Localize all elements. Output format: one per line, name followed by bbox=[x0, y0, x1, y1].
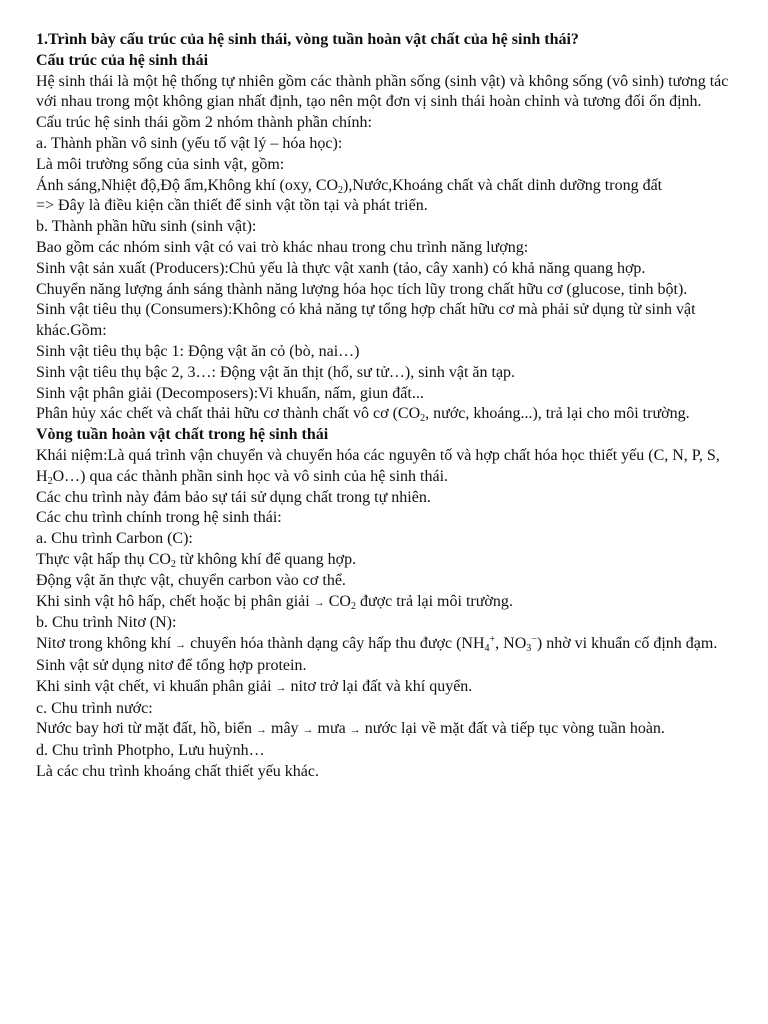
nitrogen-title: b. Chu trình Nitơ (N): bbox=[36, 614, 177, 632]
decomposition-text bbox=[36, 404, 738, 425]
consumer-level-1: Sinh vật tiêu thụ bậc 1: Động vật ăn cỏ (bò, nai…) bbox=[36, 342, 360, 360]
question-title: 1.Trình bày cấu trúc của hệ sinh thái, vòng tuần hoàn vật chất của hệ sinh thái? bbox=[36, 31, 579, 48]
abiotic-title: a. Thành phần vô sinh (yếu tố vật lý – hóa học): bbox=[36, 134, 343, 152]
section-heading-cycle: Vòng tuần hoàn vật chất trong hệ sinh thái bbox=[36, 426, 329, 444]
arrow-icon: → bbox=[175, 639, 187, 652]
water-part-d: nước lại về mặt đất và tiếp tục vòng tuần hoàn. bbox=[360, 720, 665, 738]
ecosystem-definition: Hệ sinh thái là một hệ thống tự nhiên gồm các thành phần sống (sinh vật) và không sống (vô sinh) tương tác với nhau trong một không gian nhất định, tạo nên một đơn vị sinh thái hoàn chỉnh và tương đối ổn định. bbox=[36, 72, 729, 111]
arrow-icon: → bbox=[302, 724, 314, 737]
carbon-1-part-b: từ không khí để quang hợp. bbox=[175, 550, 357, 568]
nitrogen-3-part-b: nitơ trở lại đất và khí quyển. bbox=[286, 677, 473, 695]
biotic-description: Bao gồm các nhóm sinh vật có vai trò khác nhau trong chu trình năng lượng: bbox=[36, 238, 529, 256]
subscript-2: 2 bbox=[170, 558, 176, 570]
arrow-icon: → bbox=[349, 724, 361, 737]
groups-intro: Cấu trúc hệ sinh thái gồm 2 nhóm thành phần chính: bbox=[36, 114, 372, 132]
consumers-text: Sinh vật tiêu thụ (Consumers):Không có khả năng tự tổng hợp chất hữu cơ mà phải sử dụng từ sinh vật khác.Gồm: bbox=[36, 301, 696, 340]
cycle-concept bbox=[36, 446, 738, 488]
abiotic-description: Là môi trường sống của sinh vật, gồm: bbox=[36, 155, 285, 173]
abiotic-list bbox=[36, 176, 738, 197]
arrow-icon: → bbox=[256, 724, 267, 737]
nitrogen-line-1 bbox=[36, 634, 738, 656]
water-title: c. Chu trình nước: bbox=[36, 699, 153, 717]
biotic-title: b. Thành phần hữu sinh (sinh vật): bbox=[36, 218, 257, 236]
carbon-title: a. Chu trình Carbon (C): bbox=[36, 530, 193, 548]
water-part-c: mưa bbox=[313, 720, 350, 738]
nitrogen-1-part-d: ) nhờ vi khuẩn cố định đạm. bbox=[536, 635, 718, 653]
producers-text: Sinh vật sản xuất (Producers):Chủ yếu là thực vật xanh (tảo, cây xanh) có khả năng quang hợp. bbox=[36, 259, 646, 277]
abiotic-note: => Đây là điều kiện cần thiết để sinh vật tồn tại và phát triển. bbox=[36, 197, 428, 215]
water-part-a: Nước bay hơi từ mặt đất, hồ, biển bbox=[36, 720, 256, 738]
subscript-2: 2 bbox=[47, 475, 53, 487]
arrow-icon: → bbox=[313, 596, 325, 609]
concept-part-b: O…) qua các thành phần sinh học và vô sinh của hệ sinh thái. bbox=[52, 467, 449, 485]
section-heading-structure: Cấu trúc của hệ sinh thái bbox=[36, 51, 209, 69]
other-cycles-description: Là các chu trình khoáng chất thiết yếu khác. bbox=[36, 762, 319, 780]
carbon-line-2: Động vật ăn thực vật, chuyển carbon vào cơ thể. bbox=[36, 571, 346, 589]
carbon-3-part-b: CO bbox=[324, 592, 351, 610]
main-cycles-intro: Các chu trình chính trong hệ sinh thái: bbox=[36, 509, 282, 527]
producers-energy-text: Chuyển năng lượng ánh sáng thành năng lượng hóa học tích lũy trong chất hữu cơ (glucose, tinh bột). bbox=[36, 280, 688, 298]
arrow-icon: → bbox=[275, 681, 287, 694]
superscript-plus: + bbox=[489, 634, 496, 646]
nitrogen-1-part-c: , NO bbox=[495, 635, 527, 653]
decomposition-part-a: Phân hủy xác chết và chất thải hữu cơ thành chất vô cơ (CO bbox=[36, 405, 421, 423]
nitrogen-3-part-a: Khi sinh vật chết, vi khuẩn phân giải bbox=[36, 677, 276, 695]
subscript-2: 2 bbox=[338, 184, 344, 196]
decomposers-text: Sinh vật phân giải (Decomposers):Vi khuẩn, nấm, giun đất... bbox=[36, 384, 424, 402]
reuse-text: Các chu trình này đảm bảo sự tái sử dụng chất trong tự nhiên. bbox=[36, 488, 431, 506]
subscript-2: 2 bbox=[350, 600, 356, 612]
subscript-2: 2 bbox=[420, 413, 426, 425]
carbon-line-3 bbox=[36, 592, 738, 614]
concept-part-a: Khái niệm:Là quá trình vận chuyển và chuyển hóa các nguyên tố và hợp chất hóa học thiết yếu (C, N, P, S, H bbox=[36, 446, 720, 485]
nitrogen-line-3 bbox=[36, 677, 738, 699]
abiotic-list-part-b: ),Nước,Khoáng chất và chất dinh dưỡng trong đất bbox=[343, 176, 663, 194]
nitrogen-1-part-b: chuyển hóa thành dạng cây hấp thu được (NH bbox=[186, 635, 485, 653]
subscript-3: 3 bbox=[526, 643, 532, 655]
abiotic-list-part-a: Ánh sáng,Nhiệt độ,Độ ẩm,Không khí (oxy, CO bbox=[36, 176, 339, 194]
other-cycles-title: d. Chu trình Photpho, Lưu huỳnh… bbox=[36, 742, 265, 760]
nitrogen-1-part-a: Nitơ trong không khí bbox=[36, 635, 176, 653]
carbon-3-part-a: Khi sinh vật hô hấp, chết hoặc bị phân giải bbox=[36, 592, 314, 610]
carbon-3-part-c: được trả lại môi trường. bbox=[355, 592, 513, 610]
carbon-1-part-a: Thực vật hấp thụ CO bbox=[36, 550, 171, 568]
nitrogen-line-2: Sinh vật sử dụng nitơ để tổng hợp protein. bbox=[36, 656, 307, 674]
subscript-4: 4 bbox=[484, 643, 490, 655]
water-line bbox=[36, 719, 738, 741]
superscript-minus: − bbox=[531, 634, 537, 646]
water-part-b: mây bbox=[267, 720, 303, 738]
decomposition-part-b: , nước, khoáng...), trả lại cho môi trường. bbox=[425, 405, 690, 423]
carbon-line-1 bbox=[36, 550, 738, 571]
consumer-level-2: Sinh vật tiêu thụ bậc 2, 3…: Động vật ăn thịt (hổ, sư tử…), sinh vật ăn tạp. bbox=[36, 363, 516, 381]
